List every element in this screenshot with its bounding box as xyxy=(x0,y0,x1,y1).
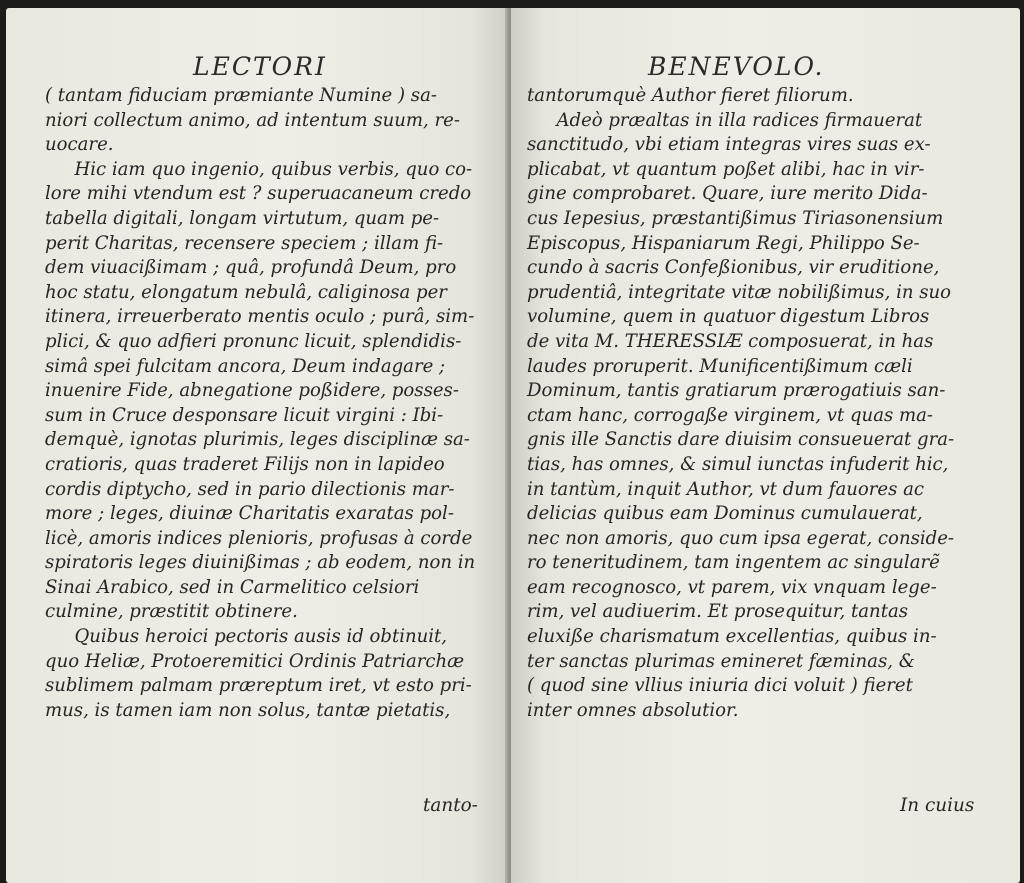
text-line: uocare. xyxy=(45,134,114,156)
text-line: niori collectum animo, ad intentum suum, re- xyxy=(45,109,460,131)
text-line: dem viuacißimam ; quâ, profundâ Deum, pro xyxy=(45,257,457,279)
left-page xyxy=(6,8,509,883)
text-line: tias, has omnes, & simul iunctas infuderit hic, xyxy=(527,453,949,475)
text-line: laudes proruperit. Munificentißimum cæli xyxy=(527,355,913,377)
text-line: simâ spei fulcitam ancora, Deum indagare ; xyxy=(45,355,446,377)
right-running-head: BENEVOLO. xyxy=(648,52,825,81)
text-line: nec non amoris, quo cum ipsa egerat, conside- xyxy=(527,527,955,549)
text-line: gnis ille Sanctis dare diuisim consueuerat gra- xyxy=(527,429,955,451)
text-line: volumine, quem in quatuor digestum Libros xyxy=(527,306,930,328)
text-line: sanctitudo, vbi etiam integras vires suas ex- xyxy=(527,134,931,156)
text-line: quo Heliæ, Protoeremitici Ordinis Patriarchæ xyxy=(45,650,465,672)
text-line: itinera, irreuerberato mentis oculo ; purâ, sim- xyxy=(45,306,475,328)
text-line: lore mihi vtendum est ? superuacaneum credo xyxy=(45,183,472,205)
text-line: perit Charitas, recensere speciem ; illam fi- xyxy=(45,232,444,254)
text-line: de vita M. THERESSIÆ composuerat, in has xyxy=(527,330,934,352)
text-line: culmine, præstitit obtinere. xyxy=(45,601,298,623)
left-catchword: tanto- xyxy=(423,795,478,816)
text-line: ( tantam fiduciam præmiante Numine ) sa- xyxy=(45,85,437,106)
text-line: Quibus heroici pectoris ausis id obtinuit, xyxy=(74,626,448,648)
text-line: sublimem palmam præreptum iret, vt esto pri- xyxy=(45,675,472,697)
text-line: cordis diptycho, sed in pario dilectionis mar- xyxy=(45,478,455,500)
text-line: hoc statu, elongatum nebulâ, caliginosa per xyxy=(45,281,447,303)
text-line: Dominum, tantis gratiarum prærogatiuis san- xyxy=(527,380,946,402)
text-line: more ; leges, diuinæ Charitatis exaratas pol- xyxy=(45,503,454,525)
left-body-text xyxy=(6,84,509,723)
text-line: Episcopus, Hispaniarum Regi, Philippo Se- xyxy=(527,232,920,254)
text-line: ter sanctas plurimas emineret fæminas, & xyxy=(527,650,915,672)
text-line: inter omnes absolutior. xyxy=(527,699,739,721)
text-line: ( quod sine vllius iniuria dici voluit ) fieret xyxy=(527,675,913,697)
text-line: spiratoris leges diuinißimas ; ab eodem, non in xyxy=(45,552,476,574)
text-line: eam recognosco, vt parem, vix vnquam lege- xyxy=(527,576,937,598)
text-line: Hic iam quo ingenio, quibus verbis, quo co- xyxy=(74,158,473,180)
right-catchword: In cuius xyxy=(900,795,975,816)
text-line: delicias quibus eam Dominus cumulauerat, xyxy=(527,503,923,525)
text-line: ro teneritudinem, tam ingentem ac singularẽ xyxy=(527,552,940,574)
text-line: tantorumquè Author fieret filiorum. xyxy=(527,85,854,106)
text-line: cratioris, quas traderet Filijs non in lapideo xyxy=(45,453,445,475)
text-line: sum in Cruce desponsare licuit virgini : Ibi- xyxy=(45,404,444,426)
text-line: mus, is tamen iam non solus, tantæ pietatis, xyxy=(45,699,451,721)
text-line: Adeò præaltas in illa radices firmauerat xyxy=(556,109,923,131)
text-line: plicabat, vt quantum poßet alibi, hac in vir- xyxy=(527,158,925,180)
text-line: rim, vel audiuerim. Et prosequitur, tantas xyxy=(527,601,909,623)
text-line: cundo à sacris Confeßionibus, vir eruditione, xyxy=(527,257,940,279)
text-line: demquè, ignotas plurimis, leges disciplinæ sa- xyxy=(45,429,470,451)
text-line: inuenire Fide, abnegatione poßidere, posses- xyxy=(45,380,459,402)
text-line: tabella digitali, longam virtutum, quam pe- xyxy=(45,207,440,229)
text-line: prudentiâ, integritate vitæ nobilißimus, in suo xyxy=(527,281,952,303)
right-page xyxy=(511,8,1020,883)
left-running-head: LECTORI xyxy=(193,52,327,81)
text-line: in tantùm, inquit Author, vt dum fauores ac xyxy=(527,478,925,500)
text-line: ctam hanc, corrogaße virginem, vt quas ma- xyxy=(527,404,934,426)
right-body-text xyxy=(511,84,997,723)
text-line: cus Iepesius, præstantißimus Tiriasonensium xyxy=(527,207,944,229)
text-line: gine comprobaret. Quare, iure merito Dida- xyxy=(527,183,928,205)
text-line: plici, & quo adfieri pronunc licuit, splendidis- xyxy=(45,330,462,352)
text-line: Sinai Arabico, sed in Carmelitico celsiori xyxy=(45,576,420,598)
text-line: eluxiße charismatum excellentias, quibus in- xyxy=(527,626,937,648)
text-line: licè, amoris indices plenioris, profusas à corde xyxy=(45,527,473,549)
